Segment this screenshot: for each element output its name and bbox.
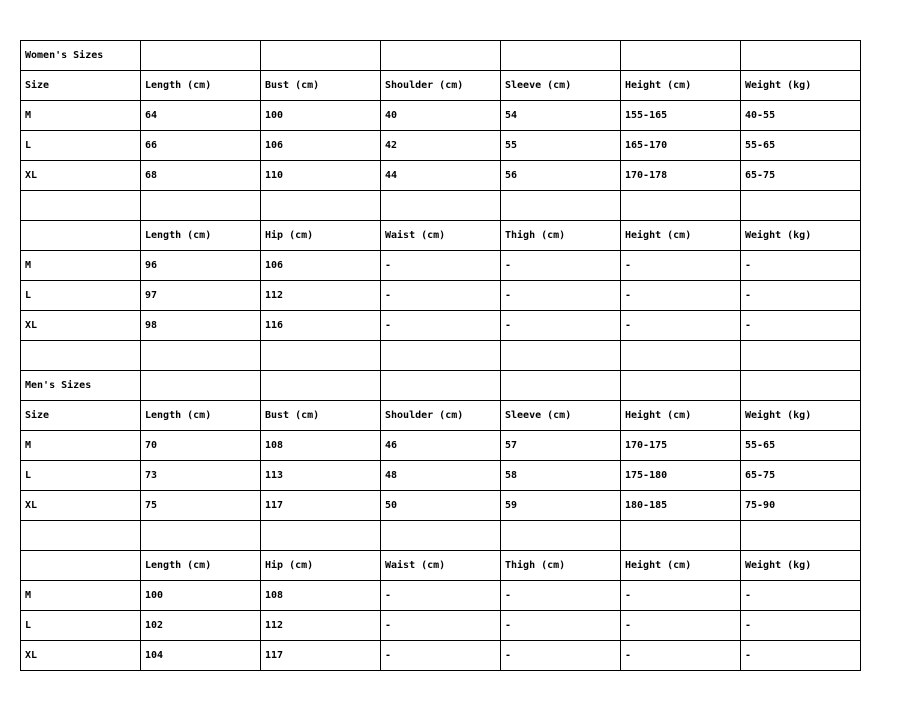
cell-weight[interactable]: - [741, 641, 861, 671]
table-row [21, 191, 861, 221]
cell-height[interactable]: Height (cm) [621, 71, 741, 101]
cell-sleeve-thigh[interactable] [501, 371, 621, 401]
table-row [21, 611, 861, 641]
cell-weight[interactable] [741, 41, 861, 71]
cell-shoulder-waist[interactable]: 50 [381, 491, 501, 521]
table-row [21, 581, 861, 611]
cell-bust-hip[interactable] [261, 341, 381, 371]
cell-height[interactable] [621, 341, 741, 371]
cell-shoulder-waist[interactable]: 40 [381, 101, 501, 131]
cell-length[interactable]: 75 [141, 491, 261, 521]
cell-length[interactable]: 96 [141, 251, 261, 281]
cell-bust-hip[interactable]: 112 [261, 611, 381, 641]
cell-weight[interactable]: 65-75 [741, 161, 861, 191]
cell-weight[interactable]: - [741, 611, 861, 641]
cell-shoulder-waist[interactable] [381, 41, 501, 71]
cell-sleeve-thigh[interactable]: - [501, 581, 621, 611]
table-row [21, 371, 861, 401]
cell-sleeve-thigh[interactable]: Thigh (cm) [501, 221, 621, 251]
cell-length[interactable] [141, 41, 261, 71]
cell-length[interactable]: 98 [141, 311, 261, 341]
table-row [21, 251, 861, 281]
cell-length[interactable] [141, 371, 261, 401]
cell-weight[interactable] [741, 341, 861, 371]
cell-weight[interactable]: 40-55 [741, 101, 861, 131]
cell-height[interactable]: - [621, 611, 741, 641]
table-row [21, 71, 861, 101]
table-row [21, 311, 861, 341]
table-row [21, 131, 861, 161]
cell-size[interactable]: Men's Sizes [21, 371, 141, 401]
cell-size[interactable]: M [21, 251, 141, 281]
cell-bust-hip[interactable] [261, 371, 381, 401]
cell-weight[interactable]: - [741, 581, 861, 611]
cell-height[interactable]: 170-178 [621, 161, 741, 191]
cell-size[interactable]: L [21, 281, 141, 311]
table-row [21, 281, 861, 311]
cell-length[interactable]: 104 [141, 641, 261, 671]
cell-sleeve-thigh[interactable]: 55 [501, 131, 621, 161]
cell-bust-hip[interactable]: Bust (cm) [261, 71, 381, 101]
cell-weight[interactable]: Weight (kg) [741, 401, 861, 431]
table-row [21, 521, 861, 551]
cell-sleeve-thigh[interactable]: - [501, 251, 621, 281]
cell-shoulder-waist[interactable]: 44 [381, 161, 501, 191]
cell-size[interactable]: Size [21, 71, 141, 101]
cell-bust-hip[interactable]: Hip (cm) [261, 551, 381, 581]
cell-length[interactable]: Length (cm) [141, 401, 261, 431]
cell-bust-hip[interactable] [261, 41, 381, 71]
cell-weight[interactable]: 75-90 [741, 491, 861, 521]
cell-sleeve-thigh[interactable]: - [501, 281, 621, 311]
cell-length[interactable]: 66 [141, 131, 261, 161]
cell-shoulder-waist[interactable]: Waist (cm) [381, 221, 501, 251]
cell-bust-hip[interactable]: 113 [261, 461, 381, 491]
cell-height[interactable]: 175-180 [621, 461, 741, 491]
cell-size[interactable]: L [21, 131, 141, 161]
cell-size[interactable]: M [21, 581, 141, 611]
cell-size[interactable]: XL [21, 641, 141, 671]
cell-height[interactable]: - [621, 641, 741, 671]
cell-height[interactable]: 165-170 [621, 131, 741, 161]
cell-height[interactable]: - [621, 251, 741, 281]
cell-sleeve-thigh[interactable]: 59 [501, 491, 621, 521]
cell-size[interactable]: L [21, 611, 141, 641]
cell-height[interactable]: Height (cm) [621, 551, 741, 581]
cell-sleeve-thigh[interactable]: 56 [501, 161, 621, 191]
cell-sleeve-thigh[interactable]: Thigh (cm) [501, 551, 621, 581]
cell-length[interactable]: 73 [141, 461, 261, 491]
cell-bust-hip[interactable]: 106 [261, 251, 381, 281]
cell-weight[interactable]: Weight (kg) [741, 551, 861, 581]
cell-length[interactable] [141, 191, 261, 221]
cell-weight[interactable]: 55-65 [741, 131, 861, 161]
cell-weight[interactable]: - [741, 251, 861, 281]
cell-weight[interactable]: - [741, 311, 861, 341]
cell-length[interactable] [141, 341, 261, 371]
cell-size[interactable] [21, 341, 141, 371]
cell-size[interactable]: XL [21, 491, 141, 521]
cell-height[interactable]: 170-175 [621, 431, 741, 461]
cell-length[interactable]: Length (cm) [141, 71, 261, 101]
cell-sleeve-thigh[interactable]: - [501, 311, 621, 341]
cell-height[interactable] [621, 521, 741, 551]
cell-bust-hip[interactable]: Bust (cm) [261, 401, 381, 431]
cell-weight[interactable]: 65-75 [741, 461, 861, 491]
cell-length[interactable]: 64 [141, 101, 261, 131]
table-row [21, 41, 861, 71]
cell-length[interactable]: 68 [141, 161, 261, 191]
cell-size[interactable]: M [21, 101, 141, 131]
cell-sleeve-thigh[interactable]: 57 [501, 431, 621, 461]
cell-bust-hip[interactable]: 117 [261, 641, 381, 671]
cell-size[interactable]: M [21, 431, 141, 461]
cell-weight[interactable]: 55-65 [741, 431, 861, 461]
table-row [21, 401, 861, 431]
cell-shoulder-waist[interactable]: 46 [381, 431, 501, 461]
cell-bust-hip[interactable]: 106 [261, 131, 381, 161]
cell-shoulder-waist[interactable] [381, 521, 501, 551]
table-row [21, 101, 861, 131]
cell-size[interactable]: L [21, 461, 141, 491]
cell-size[interactable] [21, 521, 141, 551]
cell-weight[interactable]: - [741, 281, 861, 311]
cell-shoulder-waist[interactable]: Waist (cm) [381, 551, 501, 581]
cell-sleeve-thigh[interactable]: Sleeve (cm) [501, 71, 621, 101]
cell-length[interactable]: 70 [141, 431, 261, 461]
cell-length[interactable]: 102 [141, 611, 261, 641]
size-chart-table [20, 40, 861, 671]
cell-sleeve-thigh[interactable]: Sleeve (cm) [501, 401, 621, 431]
cell-bust-hip[interactable] [261, 521, 381, 551]
table-row [21, 491, 861, 521]
cell-bust-hip[interactable]: 117 [261, 491, 381, 521]
cell-bust-hip[interactable]: 100 [261, 101, 381, 131]
cell-shoulder-waist[interactable]: - [381, 611, 501, 641]
cell-height[interactable]: - [621, 581, 741, 611]
cell-length[interactable] [141, 521, 261, 551]
cell-bust-hip[interactable]: Hip (cm) [261, 221, 381, 251]
cell-size[interactable]: XL [21, 311, 141, 341]
cell-shoulder-waist[interactable]: 42 [381, 131, 501, 161]
cell-shoulder-waist[interactable] [381, 341, 501, 371]
cell-sleeve-thigh[interactable] [501, 521, 621, 551]
cell-size[interactable]: Size [21, 401, 141, 431]
cell-sleeve-thigh[interactable] [501, 191, 621, 221]
table-row [21, 461, 861, 491]
cell-sleeve-thigh[interactable]: 58 [501, 461, 621, 491]
cell-height[interactable] [621, 41, 741, 71]
cell-shoulder-waist[interactable]: - [381, 581, 501, 611]
cell-height[interactable]: - [621, 311, 741, 341]
cell-shoulder-waist[interactable] [381, 371, 501, 401]
cell-weight[interactable]: Weight (kg) [741, 71, 861, 101]
cell-shoulder-waist[interactable]: - [381, 281, 501, 311]
cell-shoulder-waist[interactable]: 48 [381, 461, 501, 491]
cell-height[interactable] [621, 191, 741, 221]
table-row [21, 641, 861, 671]
cell-sleeve-thigh[interactable] [501, 41, 621, 71]
cell-bust-hip[interactable]: 108 [261, 581, 381, 611]
cell-length[interactable]: Length (cm) [141, 551, 261, 581]
cell-height[interactable]: Height (cm) [621, 221, 741, 251]
cell-shoulder-waist[interactable]: - [381, 641, 501, 671]
cell-size[interactable]: XL [21, 161, 141, 191]
table-row [21, 161, 861, 191]
cell-height[interactable]: 180-185 [621, 491, 741, 521]
cell-shoulder-waist[interactable]: Shoulder (cm) [381, 71, 501, 101]
cell-size[interactable]: Women's Sizes [21, 41, 141, 71]
cell-sleeve-thigh[interactable]: - [501, 641, 621, 671]
cell-bust-hip[interactable]: 108 [261, 431, 381, 461]
cell-sleeve-thigh[interactable] [501, 341, 621, 371]
table-row [21, 341, 861, 371]
cell-length[interactable]: 100 [141, 581, 261, 611]
table-row [21, 221, 861, 251]
cell-size[interactable] [21, 191, 141, 221]
cell-height[interactable] [621, 371, 741, 401]
cell-weight[interactable] [741, 191, 861, 221]
cell-size[interactable] [21, 221, 141, 251]
cell-height[interactable]: Height (cm) [621, 401, 741, 431]
cell-bust-hip[interactable]: 116 [261, 311, 381, 341]
table-row [21, 551, 861, 581]
cell-shoulder-waist[interactable]: - [381, 251, 501, 281]
cell-bust-hip[interactable]: 112 [261, 281, 381, 311]
cell-length[interactable]: Length (cm) [141, 221, 261, 251]
cell-weight[interactable] [741, 521, 861, 551]
cell-weight[interactable] [741, 371, 861, 401]
cell-weight[interactable]: Weight (kg) [741, 221, 861, 251]
cell-length[interactable]: 97 [141, 281, 261, 311]
cell-shoulder-waist[interactable]: - [381, 311, 501, 341]
cell-size[interactable] [21, 551, 141, 581]
cell-shoulder-waist[interactable]: Shoulder (cm) [381, 401, 501, 431]
table-row [21, 431, 861, 461]
size-chart-body [21, 41, 861, 671]
cell-bust-hip[interactable] [261, 191, 381, 221]
cell-bust-hip[interactable]: 110 [261, 161, 381, 191]
cell-height[interactable]: - [621, 281, 741, 311]
cell-height[interactable]: 155-165 [621, 101, 741, 131]
cell-sleeve-thigh[interactable]: - [501, 611, 621, 641]
cell-shoulder-waist[interactable] [381, 191, 501, 221]
cell-sleeve-thigh[interactable]: 54 [501, 101, 621, 131]
